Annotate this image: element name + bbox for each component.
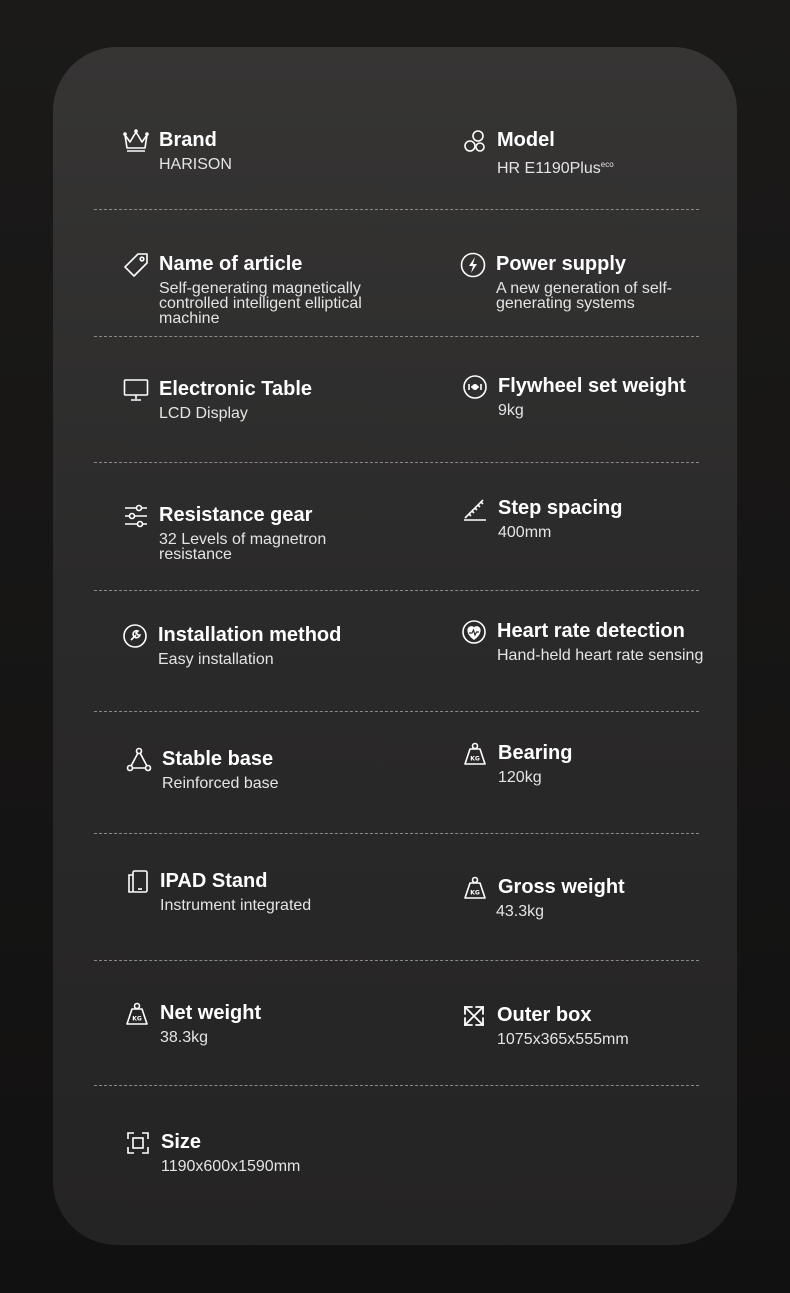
spec-title: Brand [159, 129, 217, 151]
spec-value: 120kg [498, 769, 542, 786]
spec-title: IPAD Stand [160, 870, 268, 892]
crown-icon [122, 127, 150, 155]
spec-value: 38.3kg [160, 1029, 209, 1046]
spec-title: Flywheel set weight [498, 375, 686, 397]
spec-value: 32 Levels of magnetron resistance [159, 531, 327, 563]
spec-title: Installation method [158, 624, 342, 646]
spec-title: Electronic Table [159, 378, 313, 400]
spec-card [53, 47, 737, 1245]
spec-title: Outer box [497, 1004, 592, 1026]
divider [94, 833, 699, 834]
flywheel-icon [461, 373, 489, 401]
tablet-icon [123, 868, 151, 896]
spec-title: Resistance gear [159, 504, 313, 526]
model-number: HR E1190Plus [497, 160, 601, 177]
spec-title: Gross weight [498, 876, 625, 898]
spec-value: LCD Display [159, 405, 248, 422]
divider [94, 590, 699, 591]
divider [94, 960, 699, 961]
spec-value: Easy installation [158, 651, 274, 668]
spec-title: Bearing [498, 742, 573, 764]
triangle-icon [125, 746, 153, 774]
divider [94, 1085, 699, 1086]
divider [94, 336, 699, 337]
divider [94, 209, 699, 210]
spec-title: Step spacing [498, 497, 623, 519]
model-suffix: eco [600, 160, 614, 169]
spec-value [497, 157, 757, 176]
weight-icon [123, 1000, 151, 1028]
spec-title: Stable base [162, 748, 274, 770]
weight-icon [461, 874, 489, 902]
spec-title: Size [161, 1131, 202, 1153]
spec-value: Self-generating magnetically controlled intelligent elliptical machine [159, 280, 362, 327]
frame-icon [124, 1129, 152, 1157]
svg-text:KG: KG [132, 1015, 142, 1023]
spec-title: Name of article [159, 253, 303, 275]
spec-value: A new generation of self-generating systems [496, 280, 673, 312]
svg-text:KG: KG [470, 755, 480, 763]
tag-icon [122, 251, 150, 279]
weight-icon [461, 740, 489, 768]
spec-value: 43.3kg [496, 903, 545, 920]
monitor-icon [122, 376, 150, 404]
spec-value: HARISON [159, 156, 232, 173]
spec-title: Heart rate detection [497, 620, 685, 642]
spec-value: 1190x600x1590mm [161, 1158, 301, 1175]
spec-title: Model [497, 129, 555, 151]
divider [94, 711, 699, 712]
expand-icon [460, 1002, 488, 1030]
svg-text:KG: KG [470, 889, 480, 897]
sliders-icon [122, 502, 150, 530]
spec-value: 1075x365x555mm [497, 1031, 629, 1048]
ruler-icon [461, 495, 489, 523]
spec-value: Instrument integrated [160, 897, 312, 914]
spec-title: Net weight [160, 1002, 262, 1024]
circles-icon [460, 127, 488, 155]
heart-icon [460, 618, 488, 646]
divider [94, 462, 699, 463]
spec-title: Power supply [496, 253, 627, 275]
wrench-icon [121, 622, 149, 650]
lightning-icon [459, 251, 487, 279]
spec-value: 9kg [498, 402, 524, 419]
spec-value: 400mm [498, 524, 552, 541]
spec-value: Hand-held heart rate sensing [497, 647, 704, 664]
spec-value: Reinforced base [162, 775, 279, 792]
